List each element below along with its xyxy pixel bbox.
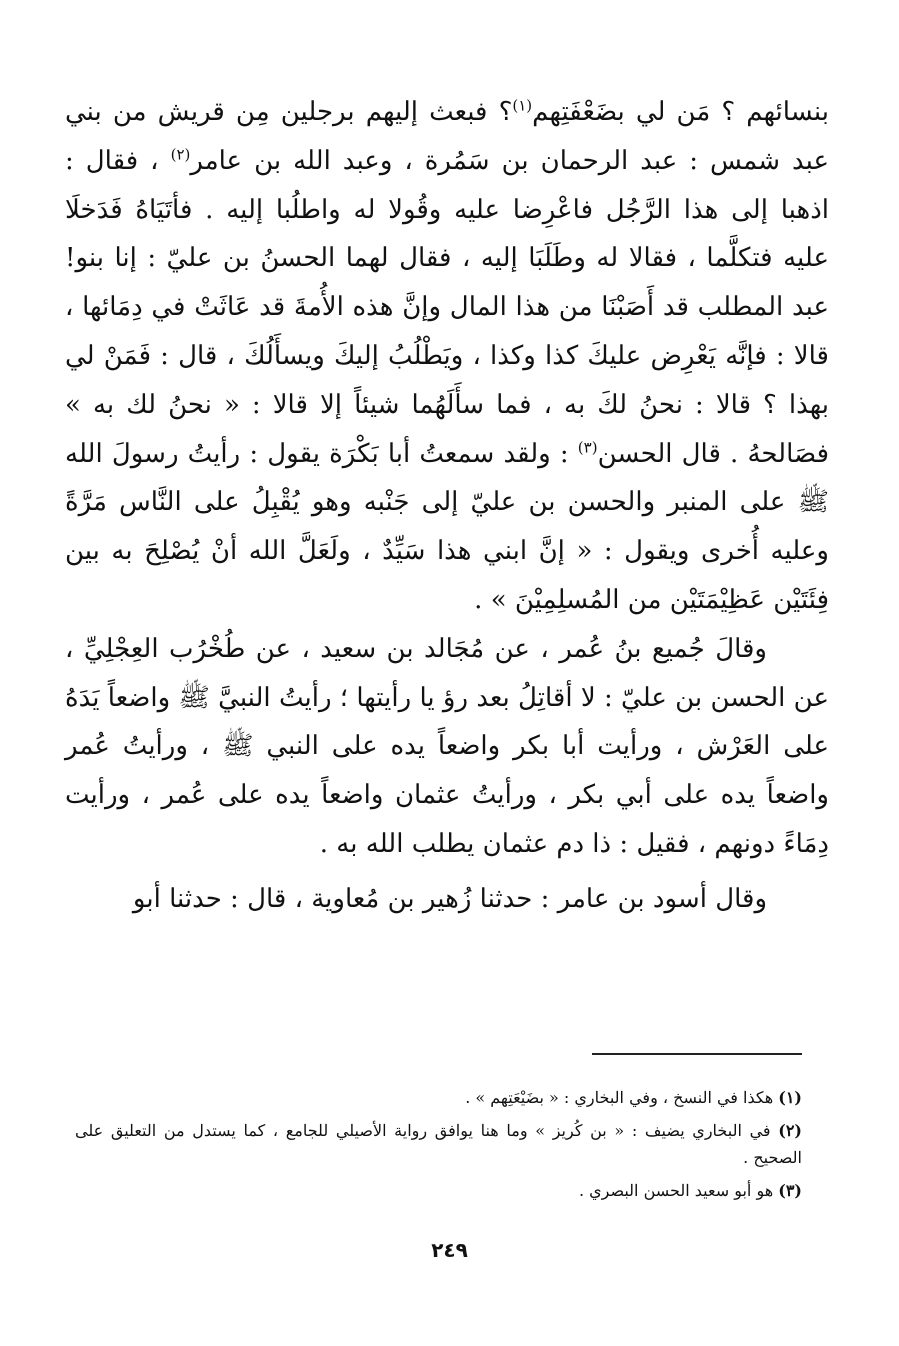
- footnote-3: [75, 1177, 802, 1204]
- paragraph-2: [65, 625, 829, 869]
- footnote-number: (٣): [778, 1181, 802, 1200]
- footnotes-block: [75, 1084, 802, 1210]
- text-segment: ؟ فبعث إليهم برجلين مِن قريش من بني عبد شمس : عبد الرحمان بن سَمُرة ، وعبد الله بن عامر: [65, 97, 829, 176]
- footnote-number: (١): [778, 1088, 802, 1107]
- footnote-text: هو أبو سعيد الحسن البصري .: [578, 1181, 774, 1200]
- footnote-ref-3: (٣): [577, 437, 598, 456]
- text-segment: وقال أسود بن عامر : حدثنا زُهير بن مُعاوية ، قال : حدثنا أبو: [132, 883, 767, 914]
- footnote-1: [75, 1084, 802, 1111]
- footnote-text: هكذا في النسخ ، وفي البخاري : « بضَيْعَتِهم » .: [465, 1088, 774, 1107]
- text-segment: : ولقد سمعتُ أبا بَكْرَة يقول : رأيتُ رسولَ الله ﷺ على المنبر والحسن بن عليّ إلى جَنْبه وهو يُقْبِلُ على النَّاس مَرَّةً وعليه أُخرى ويقول : « إنَّ ابني هذا سَيِّدٌ ، ولَعَلَّ الله أنْ يُصْلِحَ به بين فِئَتَيْن عَظِيْمَتَيْن من المُسلِمِيْنَ » .: [65, 438, 829, 615]
- footnote-separator: [592, 1053, 802, 1055]
- footnote-number: (٢): [778, 1121, 802, 1140]
- text-segment: بنسائهم ؟ مَن لي بضَعْفَتِهم: [532, 97, 829, 127]
- paragraph-3: [65, 875, 829, 924]
- text-segment: ، فقال : اذهبا إلى هذا الرَّجُل فاعْرِضا عليه وقُولا له واطلُبا إليه . فأتَيَاهُ فَدَخلَا عليه فتكلَّما ، فقالا له وطَلَبَا إليه ، فقال لهما الحسنُ بن عليّ : إنا بنو! عبد المطلب قد أَصَبْنَا من هذا المال وإنَّ هذه الأُمةَ قد عَاثَتْ في دِمَائها ، قالا : فإنَّه يَعْرِض عليكَ كذا وكذا ، ويَطْلُبُ إليكَ ويسأَلُكَ ، قال : فَمَنْ لي بهذا ؟ قالا : نحنُ لكَ به ، فما سأَلَهُما شيئاً إلا قالا : « نحنُ لك به » فصَالحهُ . قال الحسن: [65, 145, 830, 469]
- main-text-block: [65, 88, 829, 924]
- footnote-ref-1: (١): [512, 96, 533, 115]
- page-number: ٢٤٩: [431, 1238, 468, 1262]
- paragraph-1: [65, 88, 829, 625]
- footnote-text: في البخاري يضيف : « بن كُريز » وما هنا يوافق رواية الأصيلي للجامع ، كما يستدل من التعليق على الصحيح .: [75, 1121, 802, 1167]
- footnote-2: [75, 1117, 802, 1171]
- text-segment: وقالَ جُميع بنُ عُمر ، عن مُجَالد بن سعيد ، عن طُخْرُب العِجْلِيِّ ، عن الحسن بن عليّ : لا أقاتِلُ بعد رؤ يا رأيتها ؛ رأيتُ النبيَّ ﷺ واضعاً يَدَهُ على العَرْش ، ورأيت أبا بكر واضعاً يده على النبي ﷺ ، ورأيتُ عُمر واضعاً يده على أبي بكر ، ورأيتُ عثمان واضعاً يده على عُمر ، ورأيت دِمَاءً دونهم ، فقيل : ذا دم عثمان يطلب الله به .: [65, 633, 829, 859]
- footnote-ref-2: (٢): [170, 145, 191, 164]
